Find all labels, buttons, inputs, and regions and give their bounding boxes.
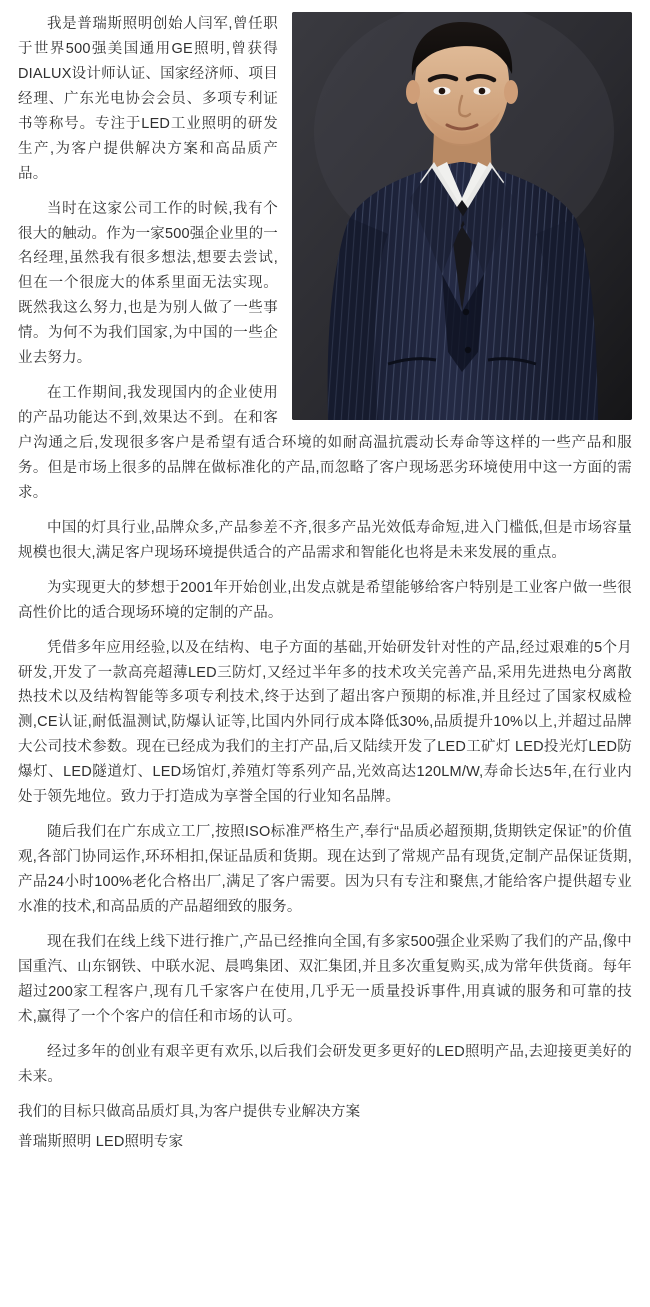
paragraph: 凭借多年应用经验,以及在结构、电子方面的基础,开始研发针对性的产品,经过艰难的5个月研发,开发了一款高亮超薄LED三防灯,又经过半年多的技术攻关完善产品,采用先进热电分离散热技术以及结构智能等多项专利技术,终于达到了超出客户预期的标准,并且经过了国家权威检测,CE认证,耐低温测试,防爆认证等,比国内外同行成本降低30%,品质提升10%以上,并超过品牌大公司技术参数。现在已经成为我们的主打产品,后又陆续开发了LED工矿灯 LED投光灯LED防爆灯、LED隧道灯、LED场馆灯,养殖灯等系列产品,光效高达120LM/W,寿命长达5年,在行业内处于领先地位。致力于打造成为享誉全国的行业知名品牌。 <box>18 639 632 806</box>
paragraph: 当时在这家公司工作的时候,我有个很大的触动。作为一家500强企业里的一名经理,虽然我有很多想法,想要去尝试,但在一个很庞大的体系里面无法实现。既然我这么努力,也是为别人做了一些事情。为何不为我们国家,为中国的一些企业去努力。 <box>18 200 278 367</box>
paragraph: 中国的灯具行业,品牌众多,产品参差不齐,很多产品光效低寿命短,进入门槛低,但是市场容量规模也很大,满足客户现场环境提供适合的产品需求和智能化也将是未来发展的重点。 <box>18 519 632 561</box>
paragraph: 为实现更大的梦想于2001年开始创业,出发点就是希望能够给客户特别是工业客户做一些很高性价比的适合现场环境的定制的产品。 <box>18 579 632 621</box>
portrait-illustration <box>292 12 632 420</box>
closing-brand: 普瑞斯照明 LED照明专家 <box>18 1134 184 1151</box>
paragraph: 现在我们在线上线下进行推广,产品已经推向全国,有多家500强企业采购了我们的产品,像中国重汽、山东钢铁、中联水泥、晨鸣集团、双汇集团,并且多次重复购买,成为常年供货商。每年超过200家工程客户,现有几千家客户在使用,几乎无一质量投诉事件,用真诚的服务和可靠的技术,赢得了一个个客户的信任和市场的认可。 <box>18 933 632 1025</box>
paragraph: 在工作期间,我发现国内的企业使用的产品功能达不到,效果达不到。在和客户沟通之后,发现很多客户是希望有适合环境的如耐高温抗震动长寿命等这样的一些产品和服务。但是市场上很多的品牌在做标准化的产品,而忽略了客户现场恶劣环境使用中这一方面的需求。 <box>18 385 632 501</box>
paragraph: 随后我们在广东成立工厂,按照ISO标准严格生产,奉行“品质必超预期,货期铁定保证”的价值观,各部门协同运作,环环相扣,保证品质和货期。现在达到了常规产品有现货,定制产品保证货期,产品24小时100%老化合格出厂,满足了客户需要。因为只有专注和聚焦,才能给客户提供超专业水准的技术,和高品质的产品超细致的服务。 <box>18 824 632 915</box>
closing-block <box>18 1100 632 1156</box>
paragraph: 我是普瑞斯照明创始人闫军,曾任职于世界500强美国通用GE照明,曾获得DIALUX设计师认证、国家经济师、项目经理、广东光电协会会员、多项专利证书等称号。专注于LED工业照明的研发生产,为客户提供解决方案和高品质产品。 <box>18 16 278 182</box>
closing-slogan: 我们的目标只做高品质灯具,为客户提供专业解决方案 <box>18 1103 361 1120</box>
paragraph: 经过多年的创业有艰辛更有欢乐,以后我们会研发更多更好的LED照明产品,去迎接更美好的未来。 <box>18 1043 632 1085</box>
founder-portrait <box>292 12 632 420</box>
